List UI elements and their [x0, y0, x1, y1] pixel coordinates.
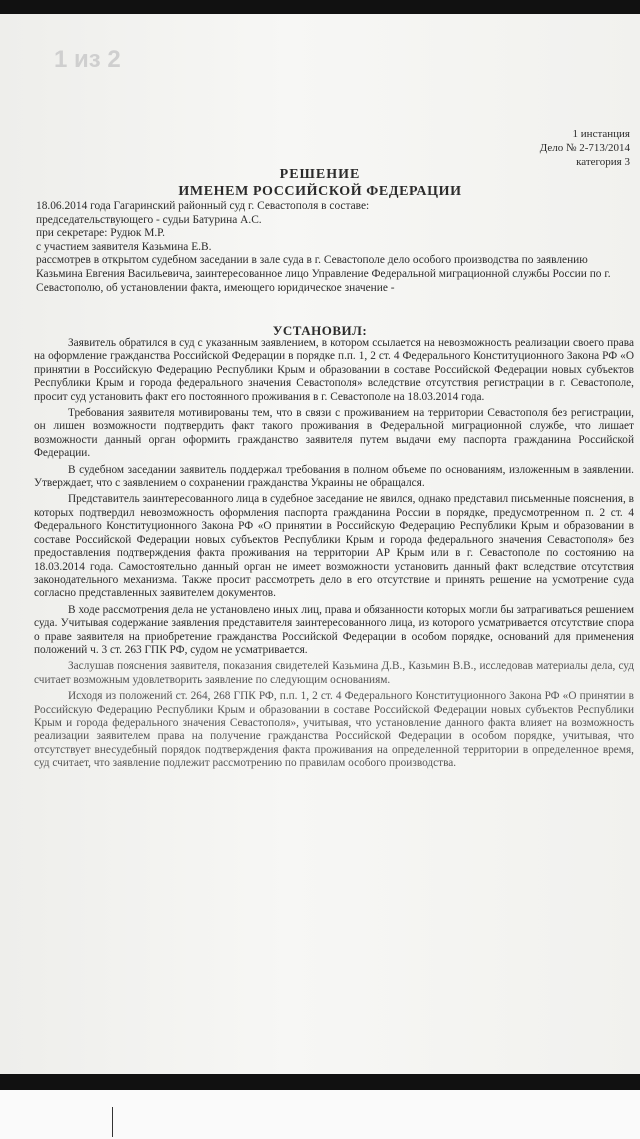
viewer-footer: [0, 1090, 640, 1139]
court-composition: [36, 200, 634, 295]
intro-line: председательствующего - судьи Батурина А.С.: [36, 213, 262, 226]
intro-line: рассмотрев в открытом судебном заседании в зале суда в г. Севастополе дело особого производства по заявлению Казьмина Евгения Васильевича, заинтересованное лицо Управление Федеральной миграционной службы России по г. Севастополю, об установлении факта, имеющего юридическое значение -: [36, 254, 611, 294]
case-meta: [540, 127, 630, 169]
body-paragraph: Заслушав пояснения заявителя, показания свидетелей Казьмина Д.В., Казьмин В.В., исследовав материалы дела, суд считает возможным удовлетворить заявление по следующим основаниям.: [34, 660, 634, 686]
text-cursor: [112, 1107, 113, 1137]
body-paragraph: Требования заявителя мотивированы тем, что в связи с проживанием на территории Севастополя без регистрации, он лишен возможности подтвердить факт такого проживания в Федеральной миграционной службе, что лишает возможности данный орган оформить гражданство заявителя путем выдачи ему паспорта гражданина Российской Федерации.: [34, 407, 634, 460]
case-number: Дело № 2-713/2014: [539, 142, 630, 154]
intro-line: при секретаре: Рудюк М.Р.: [36, 227, 165, 240]
viewer-top-bar: [0, 0, 640, 14]
document-page[interactable]: [0, 14, 640, 1074]
body-paragraph: Исходя из положений ст. 264, 268 ГПК РФ, п.п. 1, 2 ст. 4 Федерального Конституционного Закона РФ «О принятии в Российскую Федерацию Республики Крым и образовании в составе Российской Федерации новых субъектов Республики Крым и города федерального значения Севастополя», учитывая, что установление данного факта влияет на возможность реализации заявителем права на получение гражданства Российской Федерации в особом порядке, учитывая, что отсутствует внесудебный порядок подтверждения факта проживания на определенной территории в определенное время, суд считает, что заявление подлежит рассмотрению по правилам особого производства.: [34, 690, 634, 770]
document-title-block: [0, 166, 640, 200]
body-paragraph: Представитель заинтересованного лица в судебное заседание не явился, однако представил письменные пояснения, в которых подтвердил невозможность оформления паспорта гражданина России в порядке, предусмотренном п. 2 ст. 4 Федерального Конституционного Закона РФ «О принятии в Российскую Федерацию Республики Крым и образовании в составе Российской Федерации новых субъектов Республики Крым и города федерального значения Севастополя» без предоставления подтверждения факта проживания на территории АР Крым или в г. Севастополе по состоянию на 18.03.2014 года. Самостоятельно данный орган не имеет возможности установить данный факт вследствие отсутствия законодательного механизма. Также просит рассмотреть дело в его отсутствие и принять решение на усмотрение суда согласно представленных заявителем документов.: [34, 493, 634, 600]
category-label: категория 3: [576, 156, 630, 168]
section-heading: УСТАНОВИЛ:: [272, 323, 368, 338]
document-title: РЕШЕНИЕ: [279, 167, 361, 182]
document-body: [34, 337, 634, 774]
document-subtitle: ИМЕНЕМ РОССИЙСКОЙ ФЕДЕРАЦИИ: [178, 184, 462, 199]
body-paragraph: В судебном заседании заявитель поддержал требования в полном объеме по основаниям, изложенным в заявлении. Утверждает, что с заявлением о сохранении гражданства Украины не обращался.: [34, 463, 634, 490]
viewer-bottom-bar: [0, 1074, 640, 1090]
intro-line: с участием заявителя Казьмина Е.В.: [36, 240, 212, 253]
intro-line: 18.06.2014 года Гагаринский районный суд г. Севастополя в составе:: [36, 200, 370, 212]
instance-label: 1 инстанция: [572, 128, 630, 140]
body-paragraph: Заявитель обратился в суд с указанным заявлением, в котором ссылается на невозможность реализации своего права на оформление гражданства Российской Федерации в порядке п.п. 1, 2 ст. 4 Федерального Конституционного Закона РФ «О принятии в Российскую Федерацию Республики Крым и образовании в составе Российской Федерации новых субъектов Республики Крым и города федерального значения Севастополя» вследствие отсутствия регистрации в г. Севастополе, просит суд установить факт его постоянного проживания в г. Севастополе на 18.03.2014 года.: [34, 337, 634, 403]
page-counter: 1 из 2: [54, 46, 121, 73]
body-paragraph: В ходе рассмотрения дела не установлено иных лиц, права и обязанности которых могли бы затрагиваться решением суда. Учитывая содержание заявления представителя заинтересованного лица, из которого усматривается отсутствие спора о праве заявителя на приобретение гражданства Российской Федерации в особом порядке, оснований для применения положений ч. 3 ст. 263 ГПК РФ, судом не усматривается.: [34, 603, 634, 656]
